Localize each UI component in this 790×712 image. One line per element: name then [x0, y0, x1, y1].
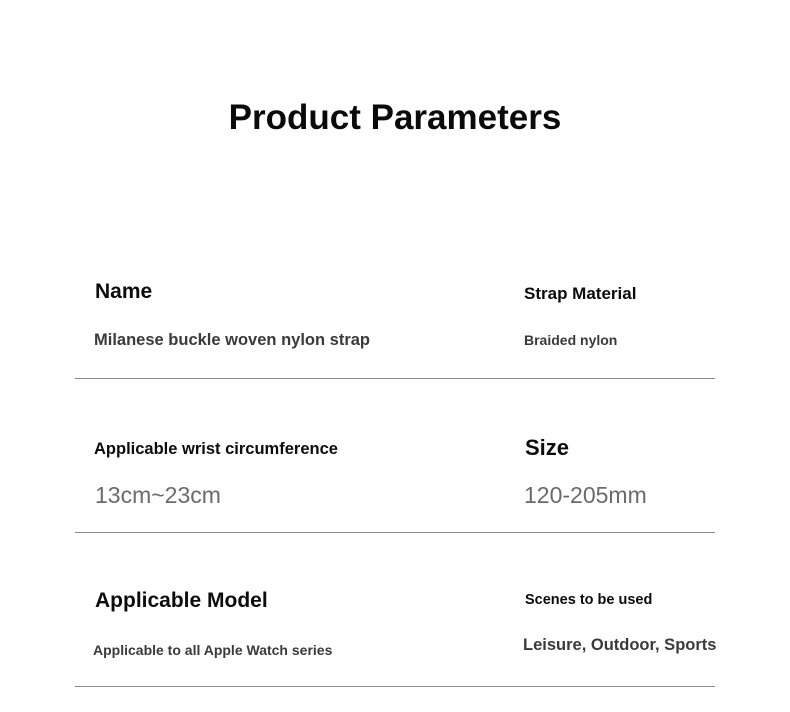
- wrist-circumference-value: 13cm~23cm: [95, 482, 221, 508]
- strap-material-value: Braided nylon: [524, 332, 618, 348]
- wrist-circumference-label: Applicable wrist circumference: [94, 440, 338, 458]
- applicable-model-value: Applicable to all Apple Watch series: [93, 642, 333, 658]
- name-value: Milanese buckle woven nylon strap: [94, 331, 370, 349]
- divider-1: [75, 378, 715, 379]
- scenes-value: Leisure, Outdoor, Sports: [523, 636, 717, 654]
- size-label: Size: [525, 435, 570, 460]
- scenes-label: Scenes to be used: [525, 592, 653, 608]
- divider-2: [75, 532, 715, 533]
- page-title: Product Parameters: [228, 98, 562, 137]
- strap-material-label: Strap Material: [524, 284, 637, 303]
- divider-3: [75, 686, 715, 687]
- applicable-model-label: Applicable Model: [95, 589, 268, 612]
- size-value: 120-205mm: [524, 482, 647, 508]
- name-label: Name: [95, 280, 153, 303]
